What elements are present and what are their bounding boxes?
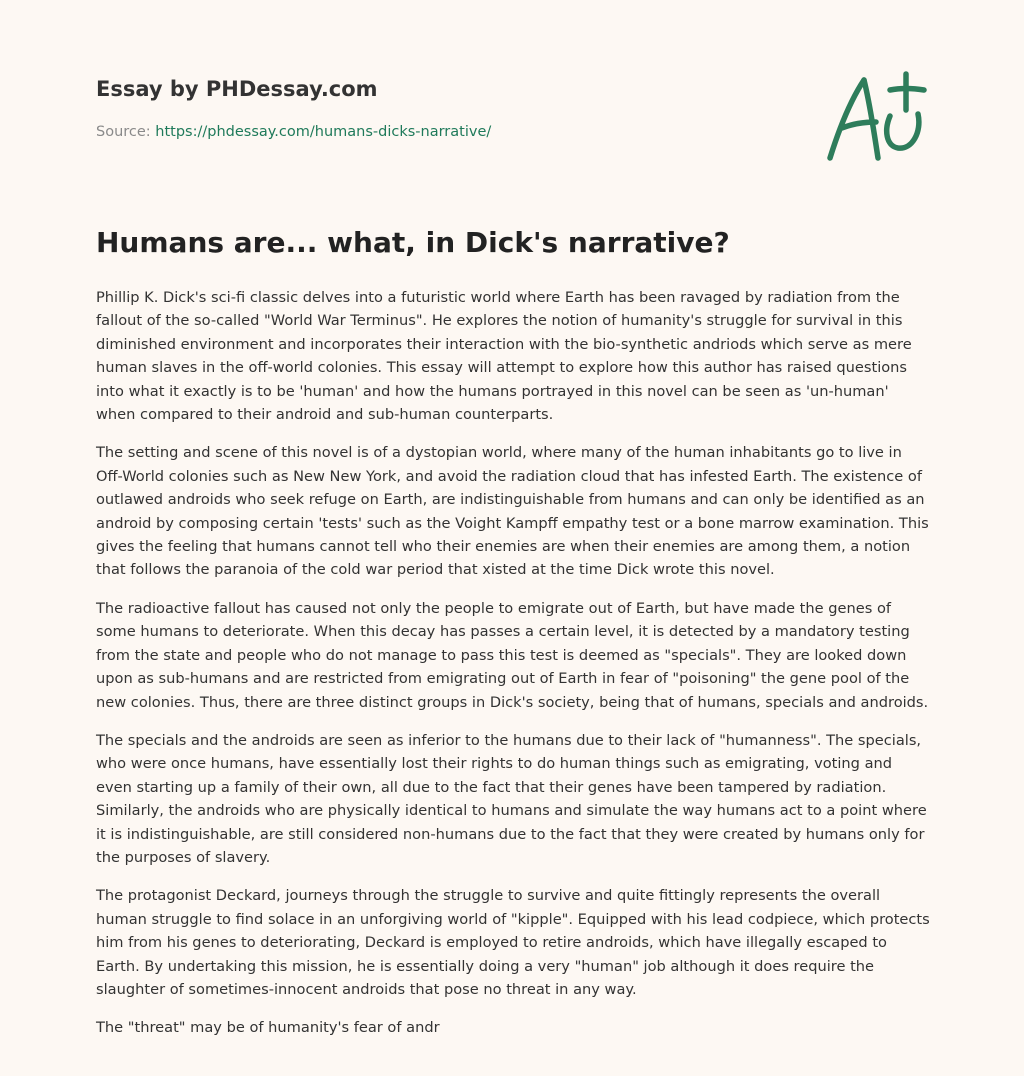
source-label: Source: (96, 124, 156, 140)
essay-body (96, 286, 932, 1055)
paragraph: The radioactive fallout has caused not only the people to emigrate out of Earth, but have made the genes of some humans to deteriorate. When this decay has passes a certain level, it is detected by a mandatory testing from the state and people who do not manage to pass this test is deemed as "specials". They are looked down upon as sub-humans and are restricted from emigrating out of Earth in fear of "poisoning" the gene pool of the new colonies. Thus, there are three distinct groups in Dick's society, being that of humans, specials and androids. (96, 599, 929, 711)
paragraph: The "threat" may be of humanity's fear of andr (96, 1019, 440, 1037)
a-plus-logo-icon (818, 66, 930, 166)
paragraph: The specials and the androids are seen as inferior to the humans due to their lack of "humanness". The specials, who were once humans, have essentially lost their rights to do human things such as emigrating, voting and even starting up a family of their own, all due to the fact that their genes have been tampered by radiation. Similarly, the androids who are physically identical to humans and simulate the way humans act to a point where it is indistinguishable, are still considered non-humans due to the fact that they were created by humans only for the purposes of slavery. (96, 731, 927, 866)
brand-title: Essay by PHDessay.com (96, 77, 378, 101)
paragraph: The setting and scene of this novel is of a dystopian world, where many of the human inhabitants go to live in Off-World colonies such as New New York, and avoid the radiation cloud that has infested Earth. The existence of outlawed androids who seek refuge on Earth, are indistinguishable from humans and can only be identified as an android by composing certain 'tests' such as the Voight Kampff empathy test or a bone marrow examination. This gives the feeling that humans cannot tell who their enemies are when their enemies are among them, a notion that follows the paranoia of the cold war period that xisted at the time Dick wrote this novel. (96, 444, 929, 579)
source-line (96, 124, 491, 140)
paragraph: The protagonist Deckard, journeys through the struggle to survive and quite fittingly represents the overall human struggle to find solace in an unforgiving world of "kipple". Equipped with his lead codpiece, which protects him from his genes to deteriorating, Deckard is employed to retire androids, which have illegally escaped to Earth. By undertaking this mission, he is essentially doing a very "human" job although it does require the slaughter of sometimes-innocent androids that pose no threat in any way. (96, 887, 930, 998)
paragraph: Phillip K. Dick's sci-fi classic delves into a futuristic world where Earth has been ravaged by radiation from the fallout of the so-called "World War Terminus". He explores the notion of humanity's struggle for survival in this diminished environment and incorporates their interaction with the bio-synthetic andriods which serve as mere human slaves in the off-world colonies. This essay will attempt to explore how this author has raised questions into what it exactly is to be 'human' and how the humans portrayed in this novel can be seen as 'un-human' when compared to their android and sub-human counterparts. (96, 289, 912, 424)
essay-title: Humans are... what, in Dick's narrative? (96, 226, 730, 259)
source-link[interactable]: https://phdessay.com/humans-dicks-narrative/ (155, 124, 492, 140)
